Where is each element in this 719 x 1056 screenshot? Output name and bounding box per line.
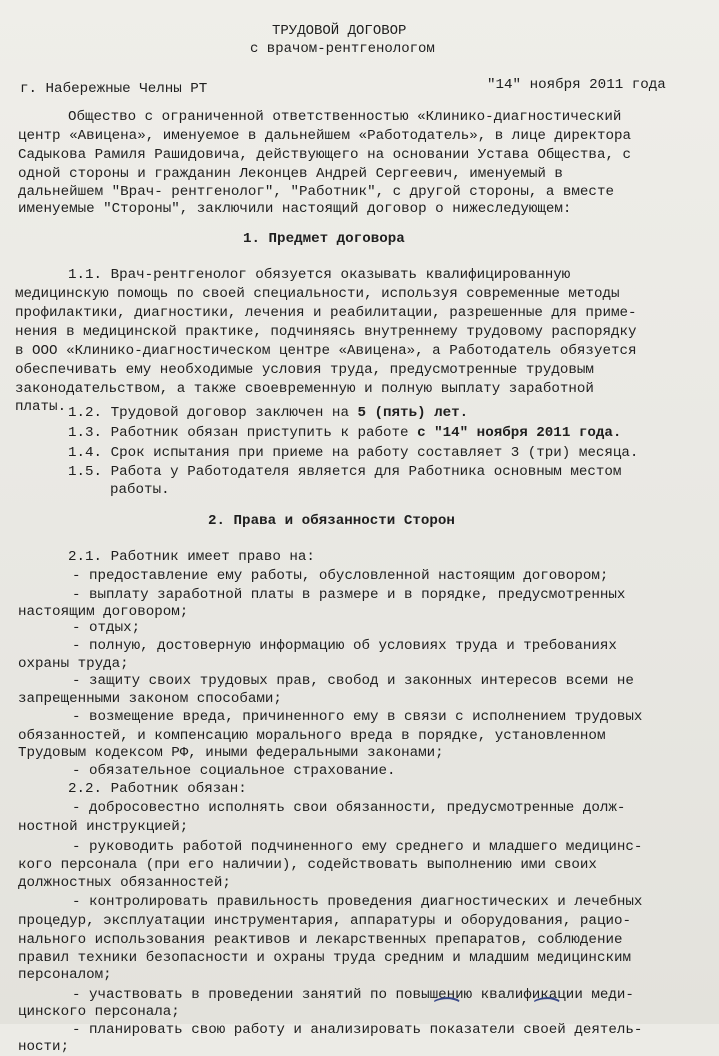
section-2-heading: 2. Права и обязанности Сторон xyxy=(208,513,455,529)
intro-line: Садыкова Рамиля Рашидовича, действующего на основании Устава Общества, с xyxy=(18,147,631,163)
clause-1-3-text: 1.3. Работник обязан приступить к работе xyxy=(68,425,418,441)
s2-line: - полную, достоверную информацию об условиях труда и требованиях xyxy=(72,638,617,654)
intro-line: дальнейшем "Врач- рентгенолог", "Работник", с другой стороны, а вместе xyxy=(18,184,614,200)
s2-line: - предоставление ему работы, обусловленной настоящим договором; xyxy=(72,568,609,584)
signature-mark: ⁀ xyxy=(430,997,453,1030)
clause-1-5: 1.5. Работа у Работодателя является для Работника основным местом xyxy=(68,464,622,480)
clause-1-2-text: 1.2. Трудовой договор заключен на xyxy=(68,405,358,421)
clause-1-3 xyxy=(68,424,621,442)
s2-line: запрещенными законом способами; xyxy=(18,691,282,707)
s2-line: Трудовым кодексом РФ, иными федеральными законами; xyxy=(18,745,444,761)
s2-line: охраны труда; xyxy=(18,656,129,672)
s2-line: кого персонала (при его наличии), содействовать выполнению ими своих xyxy=(18,857,597,873)
s2-line: персоналом; xyxy=(18,967,112,983)
s2-line: ностной инструкцией; xyxy=(18,819,189,835)
s2-line: 2.1. Работник имеет право на: xyxy=(68,549,315,565)
s2-line: - планировать свою работу и анализировать показатели своей деятель- xyxy=(72,1022,643,1038)
intro-line: центр «Авицена», именуемое в дальнейшем «Работодатель», в лице директора xyxy=(18,128,631,144)
document-subtitle: с врачом-рентгенологом xyxy=(250,41,435,57)
clause-line: платы. xyxy=(15,399,67,415)
s2-line: 2.2. Работник обязан: xyxy=(68,781,247,797)
s2-line: ности; xyxy=(18,1039,70,1055)
clause-line: профилактики, диагностики, лечения и реабилитации, разрешенные для приме- xyxy=(15,305,637,321)
s2-line: процедур, эксплуатации инструментария, аппаратуры и оборудования, рацио- xyxy=(18,913,631,929)
contract-date: "14" ноября 2011 года xyxy=(487,77,666,93)
city: г. Набережные Челны РТ xyxy=(20,81,208,97)
s2-line: нального использования реактивов и лекарственных препаратов, соблюдение xyxy=(18,932,623,948)
s2-line: - защиту своих трудовых прав, свобод и законных интересов всеми не xyxy=(72,673,634,689)
s2-line: цинского персонала; xyxy=(18,1004,180,1020)
clause-1-4: 1.4. Срок испытания при приеме на работу составляет 3 (три) месяца. xyxy=(68,445,639,461)
clause-line: в ООО «Клинико-диагностическом центре «Авицена», а Работодатель обязуется xyxy=(15,343,637,359)
s2-line: - отдых; xyxy=(72,620,141,636)
s2-line: обязанностей, и компенсацию морального вреда в порядке, установленном xyxy=(18,728,606,744)
clause-1-5-cont: работы. xyxy=(110,482,170,498)
clause-1-2 xyxy=(68,404,468,422)
s2-line: настоящим договором; xyxy=(18,604,189,620)
s2-line: - участвовать в проведении занятий по повышению квалификации меди- xyxy=(72,987,634,1003)
s2-line: - руководить работой подчиненного ему среднего и младшего медицинс- xyxy=(72,839,643,855)
section-1-heading: 1. Предмет договора xyxy=(243,231,405,247)
clause-line: медицинскую помощь по своей специальности, используя современные методы xyxy=(15,286,620,302)
clause-1-3-date: с "14" ноября 2011 года. xyxy=(417,425,622,441)
intro-line: именуемые "Стороны", заключили настоящий договор о нижеследующем: xyxy=(18,201,572,217)
clause-line: 1.1. Врач-рентгенолог обязуется оказывать квалифицированную xyxy=(68,267,571,283)
s2-line: - возмещение вреда, причиненного ему в связи с исполнением трудовых xyxy=(72,709,643,725)
s2-line: правил техники безопасности и охраны труда средним и младшим медицинским xyxy=(18,950,631,966)
s2-line: - добросовестно исполнять свои обязанности, предусмотренные долж- xyxy=(72,800,626,816)
document-title: ТРУДОВОЙ ДОГОВОР xyxy=(272,23,407,39)
s2-line: - выплату заработной платы в размере и в порядке, предусмотренных xyxy=(72,587,626,603)
intro-line: одной стороны и гражданин Леконцев Андрей Сергеевич, именуемый в xyxy=(18,166,563,182)
clause-1-2-term: 5 (пять) лет. xyxy=(357,405,469,421)
intro-line: Общество с ограниченной ответственностью «Клинико-диагностический xyxy=(68,109,622,125)
clause-line: нения в медицинской практике, подчиняясь внутреннему трудовому распорядку xyxy=(15,324,637,340)
s2-line: должностных обязанностей; xyxy=(18,875,231,891)
s2-line: - обязательное социальное страхование. xyxy=(72,763,396,779)
s2-line: - контролировать правильность проведения диагностических и лечебных xyxy=(72,894,643,910)
clause-line: обеспечивать ему необходимые условия труда, предусмотренные трудовым xyxy=(15,362,594,378)
clause-line: законодательством, а также своевременную и полную выплату заработной xyxy=(15,381,594,397)
signature-mark: ⁀ xyxy=(530,997,553,1030)
